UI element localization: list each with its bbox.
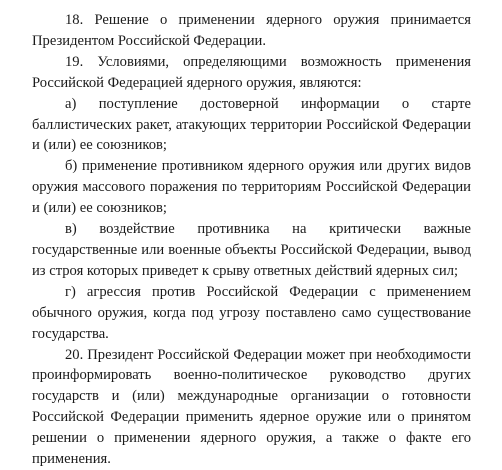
paragraph-20: 20. Президент Российской Федерации может при необходимости проинформировать военно-политическое руководство других государств и (или) международные организации о готовности Российской Федерации применить ядерное оружие или о принятом решении о применении ядерного оружия, а также о факте его применения.	[32, 346, 471, 468]
paragraph-18: 18. Решение о применении ядерного оружия принимается Президентом Российской Федерации.	[32, 12, 471, 49]
paragraph-19-b: б) применение противником ядерного оружия или других видов оружия массового поражения по территориям Российской Федерации и (или) ее союзников;	[32, 158, 471, 217]
paragraph-19-c: в) воздействие противника на критически важные государственные или военные объекты Российской Федерации, вывод из строя которых приведет к срыву ответных действий ядерных сил;	[32, 221, 471, 279]
paragraph-19-d: г) агрессия против Российской Федерации с применением обычного оружия, когда под угрозу поставлено само существование государства.	[32, 283, 471, 342]
paragraph-19: 19. Условиями, определяющими возможность применения Российской Федерацией ядерного оружия, являются:	[32, 53, 471, 91]
paragraph-19-a: а) поступление достоверной информации о старте баллистических ракет, атакующих территории Российской Федерации и (или) ее союзников;	[32, 95, 471, 154]
